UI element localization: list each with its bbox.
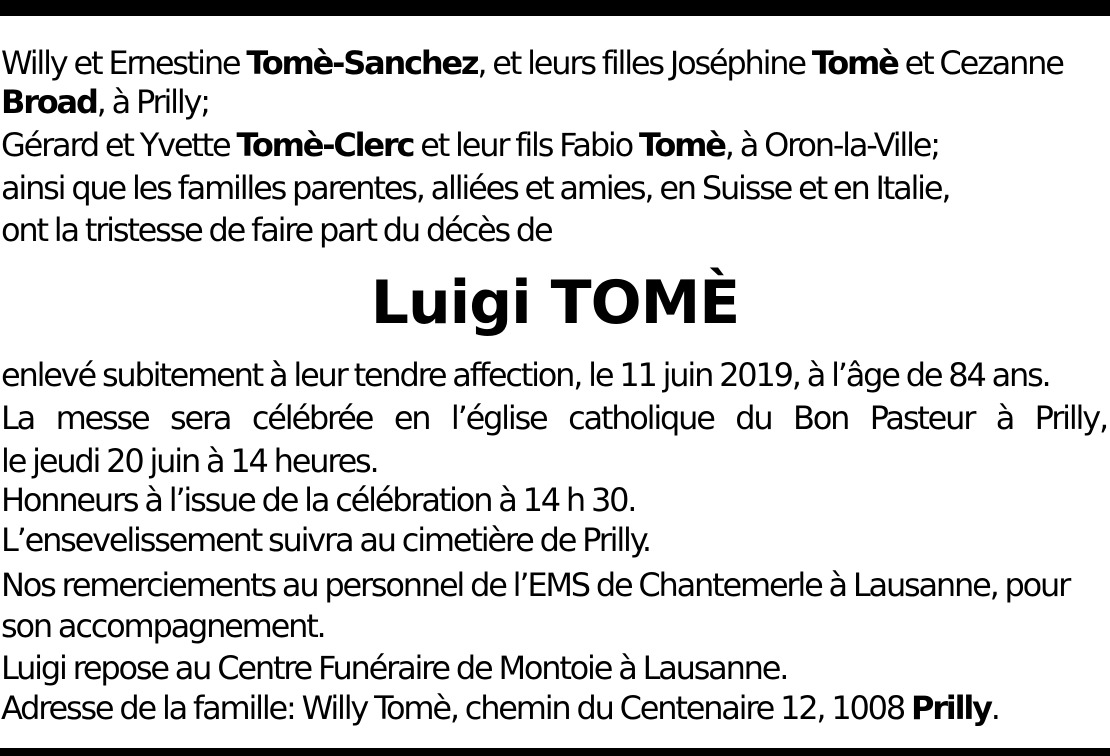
text-run: et Cezanne bbox=[897, 44, 1063, 82]
word: l’église bbox=[450, 399, 547, 437]
word: en bbox=[393, 399, 430, 437]
word: Pasteur bbox=[869, 399, 975, 437]
word: à bbox=[995, 399, 1014, 437]
text-run: Adresse de la famille: Willy Tomè, chemin du Centenaire 12, 1008 bbox=[1, 689, 911, 727]
word: du bbox=[735, 399, 772, 437]
bottom-rule bbox=[0, 748, 1110, 756]
details-line-9 bbox=[1, 688, 999, 728]
details-line-4: Honneurs à l’issue de la célébration à 14 h 30. bbox=[1, 481, 636, 519]
word: Bon bbox=[793, 399, 849, 437]
text-run: , et leurs filles Joséphine bbox=[477, 44, 812, 82]
details-line-7: son accompagnement. bbox=[1, 607, 325, 645]
family-name-bold: Tomè-Clerc bbox=[236, 126, 414, 164]
word: La bbox=[1, 399, 35, 437]
top-rule bbox=[0, 0, 1110, 16]
family-line-1 bbox=[1, 43, 1063, 83]
family-name-bold: Tomè bbox=[638, 126, 725, 164]
family-line-5: ont la tristesse de faire part du décès de bbox=[1, 211, 552, 249]
details-line-1: enlevé subitement à leur tendre affection, le 11 juin 2019, à l’âge de 84 ans. bbox=[1, 356, 1050, 394]
family-line-4: ainsi que les familles parentes, alliées et amies, en Suisse et en Italie, bbox=[1, 169, 950, 207]
text-run: . bbox=[990, 689, 999, 727]
word: Prilly, bbox=[1034, 399, 1107, 437]
details-line-5: L’ensevelissement suivra au cimetière de Prilly. bbox=[1, 521, 650, 559]
family-name-bold: Tomè-Sanchez bbox=[246, 44, 478, 82]
word: sera bbox=[170, 399, 231, 437]
text-run: Willy et Ernestine bbox=[1, 44, 247, 82]
family-name-bold: Broad bbox=[1, 83, 97, 121]
text-run: Gérard et Yvette bbox=[1, 126, 237, 164]
text-run: et leur fils Fabio bbox=[413, 126, 639, 164]
deceased-name: Luigi TOMÈ bbox=[370, 268, 740, 338]
word: célébrée bbox=[251, 399, 373, 437]
family-line-3 bbox=[1, 125, 939, 165]
family-name-bold: Tomè bbox=[811, 44, 898, 82]
details-line-3: le jeudi 20 juin à 14 heures. bbox=[1, 442, 378, 480]
place-name-bold: Prilly bbox=[910, 689, 991, 727]
details-line-6: Nos remerciements au personnel de l’EMS de Chantemerle à Lausanne, pour bbox=[1, 566, 1070, 604]
details-line-2 bbox=[1, 398, 1107, 438]
text-run: , à Oron-la-Ville; bbox=[724, 126, 939, 164]
text-run: , à Prilly; bbox=[96, 83, 209, 121]
details-line-8: Luigi repose au Centre Funéraire de Montoie à Lausanne. bbox=[1, 649, 788, 687]
word: catholique bbox=[568, 399, 714, 437]
family-line-2 bbox=[1, 82, 209, 122]
word: messe bbox=[55, 399, 149, 437]
